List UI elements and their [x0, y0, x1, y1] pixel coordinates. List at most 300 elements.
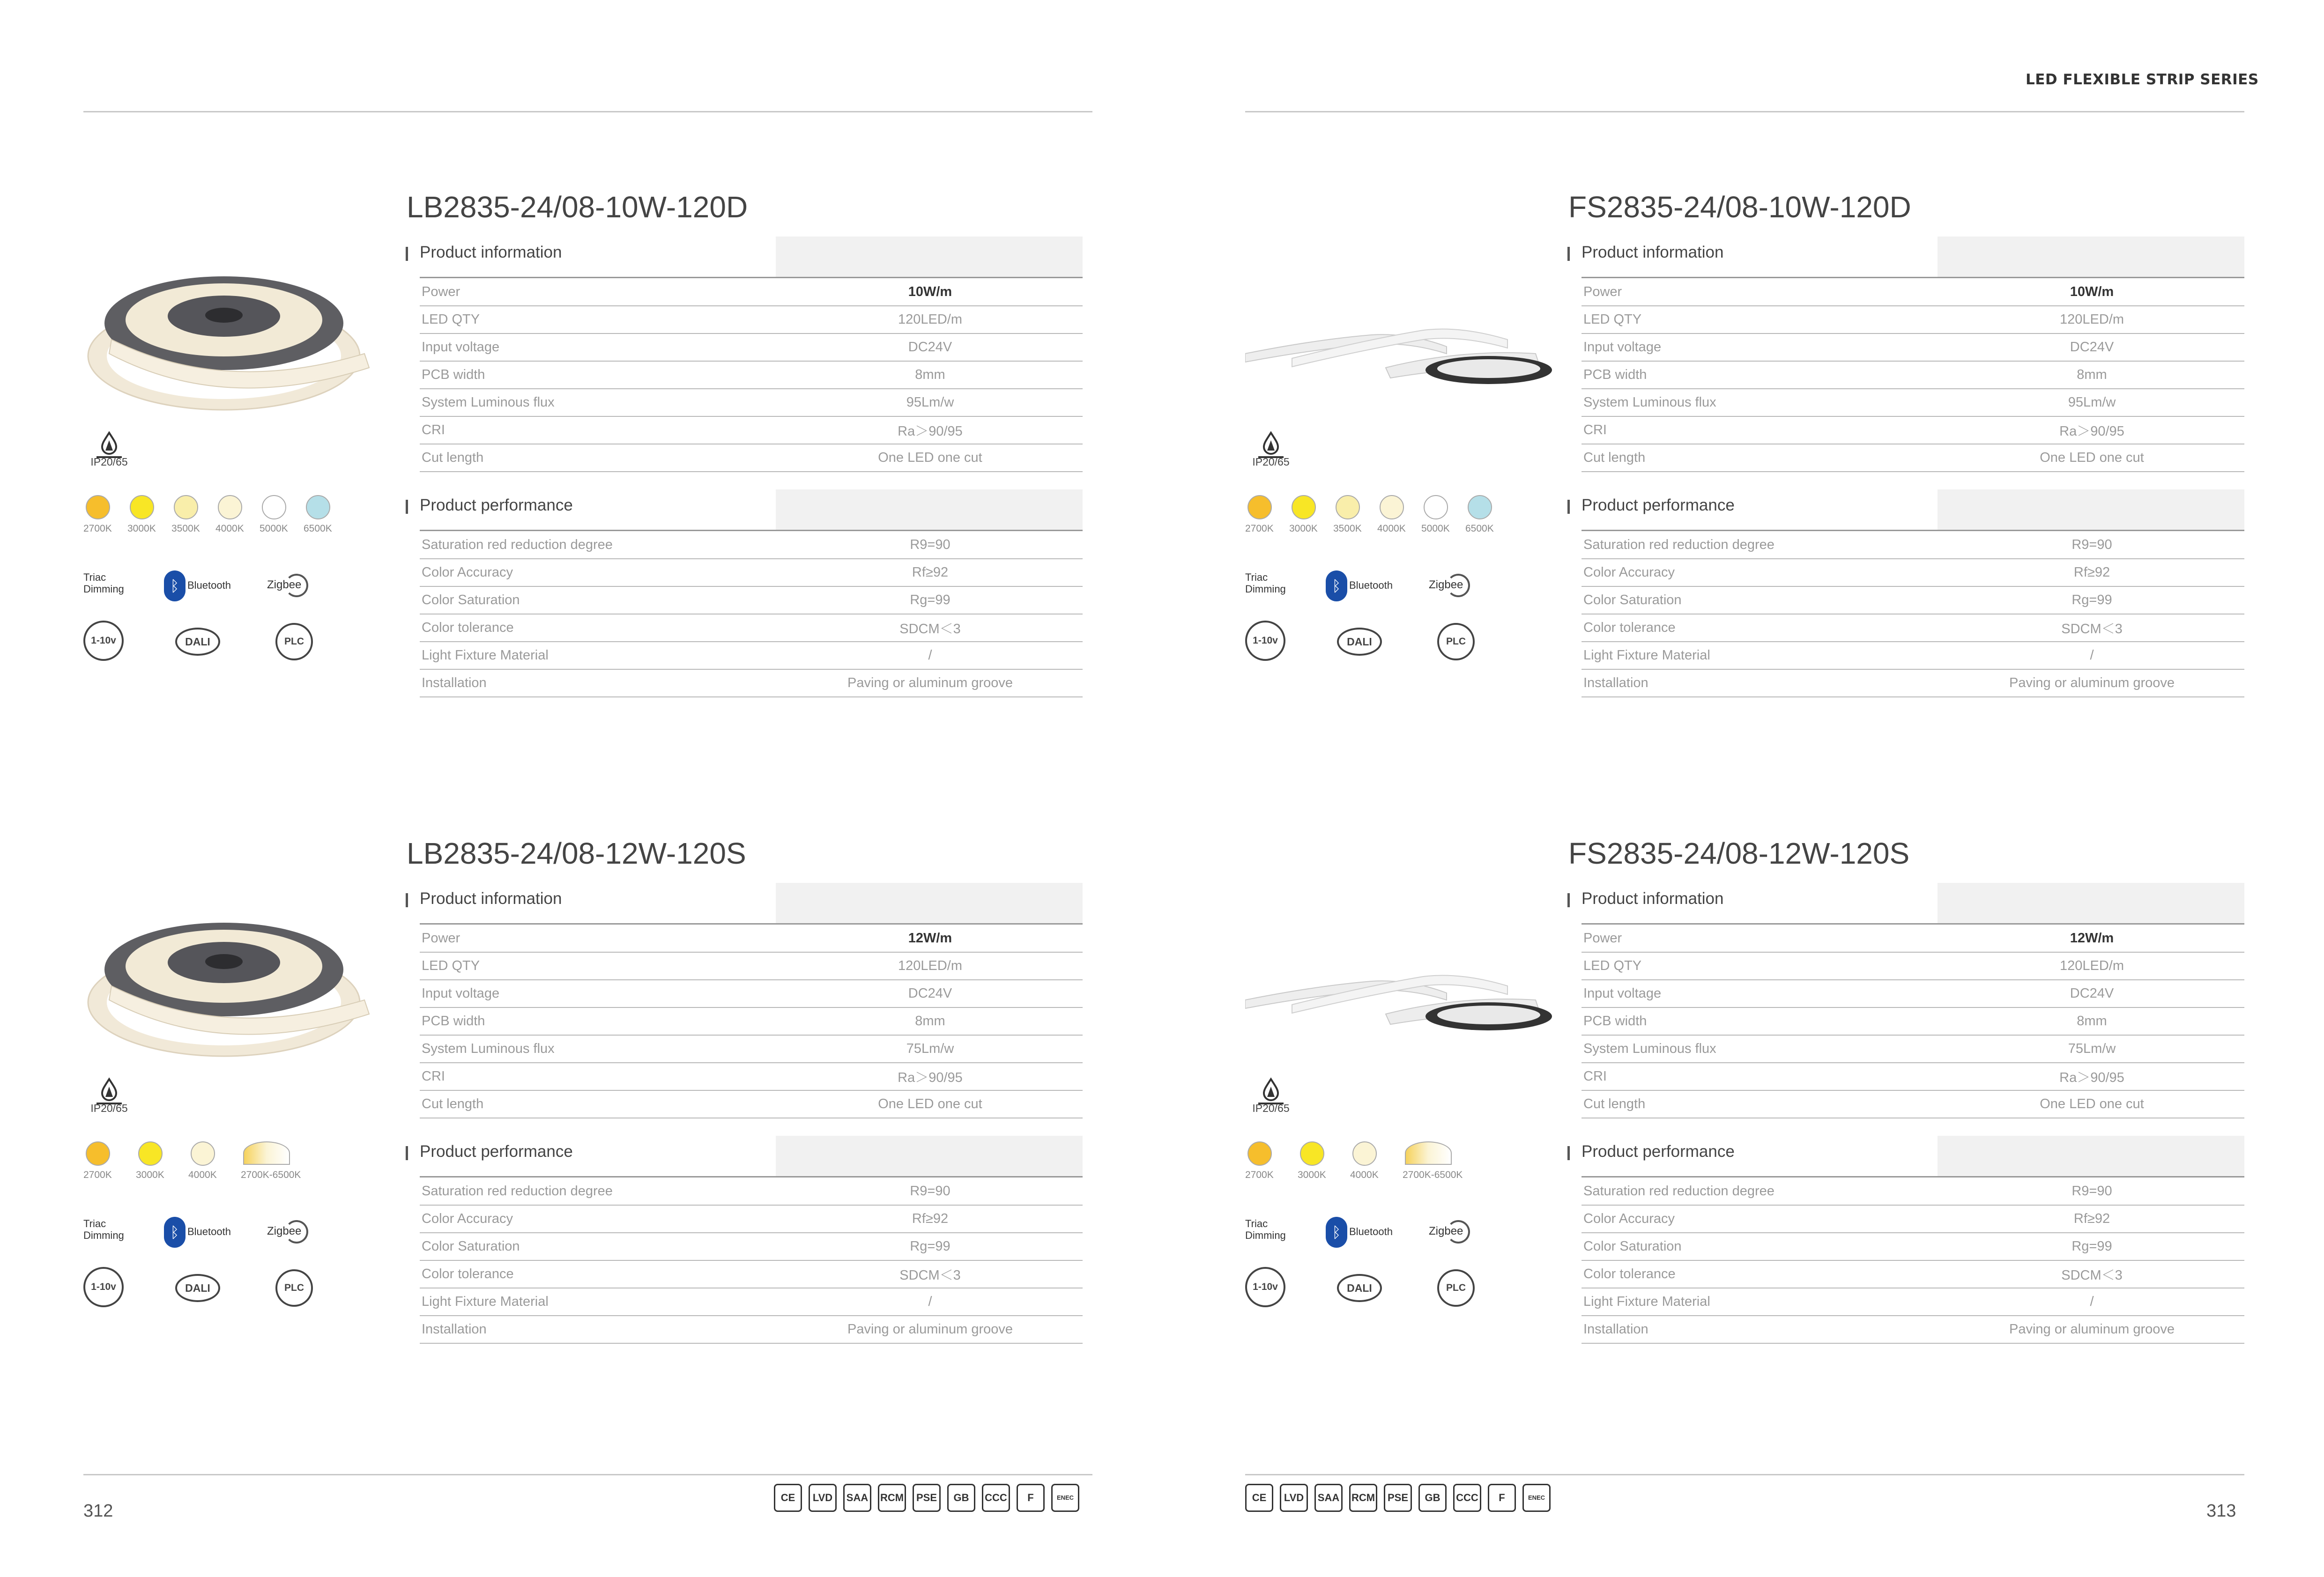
spec-row	[1582, 1035, 2244, 1063]
color-swatch	[1405, 1141, 1452, 1165]
spec-key: Color tolerance	[420, 1260, 778, 1288]
spec-row	[1582, 1178, 2244, 1205]
color-temp-label: 5000K	[260, 523, 288, 534]
spec-row	[1582, 925, 2244, 952]
spec-key: Saturation red reduction degree	[1582, 532, 1939, 559]
color-temp-label: 5000K	[1421, 523, 1450, 534]
color-temp-label: 2700K	[83, 523, 112, 534]
spec-row	[1582, 952, 2244, 980]
spec-row	[420, 925, 1083, 952]
spec-row	[1582, 444, 2244, 472]
spec-value: 120LED/m	[1939, 952, 2244, 980]
color-swatch	[1292, 495, 1316, 519]
section-header-shade	[1938, 1136, 2244, 1176]
spec-row	[420, 1035, 1083, 1063]
spec-row	[1582, 1205, 2244, 1233]
section-rule	[420, 1176, 1083, 1177]
spec-key: Light Fixture Material	[1582, 642, 1939, 669]
zigbee-icon	[285, 574, 308, 597]
spec-value: Ra＞90/95	[778, 416, 1083, 444]
dali-icon: DALI	[1337, 628, 1382, 656]
spec-table-performance	[1582, 532, 2244, 697]
spec-key: Color tolerance	[1582, 1260, 1939, 1288]
spec-value: /	[1939, 1288, 2244, 1316]
section-header-performance	[1567, 1136, 2223, 1177]
spec-value: One LED one cut	[778, 1090, 1083, 1118]
zigbee-icon	[285, 1220, 308, 1244]
spec-row	[420, 416, 1083, 444]
bluetooth-label: Bluetooth	[187, 1226, 231, 1237]
spec-key: LED QTY	[1582, 952, 1939, 980]
ip-rating-label: IP20/65	[90, 456, 128, 468]
section-label: Product performance	[420, 1142, 573, 1161]
spec-value: 95Lm/w	[1939, 389, 2244, 416]
plc-icon: PLC	[1437, 623, 1475, 660]
zigbee-label: Zigbee	[1429, 1225, 1463, 1237]
cert-mark-icon: LVD	[1280, 1484, 1308, 1512]
spec-key: System Luminous flux	[420, 389, 778, 416]
section-header-shade	[1938, 883, 2244, 923]
zigbee-label: Zigbee	[267, 578, 302, 591]
spec-key: Installation	[1582, 1316, 1939, 1343]
spec-value: 8mm	[1939, 1007, 2244, 1035]
spec-row	[420, 333, 1083, 361]
spec-value: /	[1939, 642, 2244, 669]
spec-key: System Luminous flux	[1582, 1035, 1939, 1063]
spec-row	[1582, 1288, 2244, 1316]
bluetooth-icon: ᛒ	[1326, 570, 1347, 601]
ip-rating-icon	[94, 431, 125, 459]
spec-key: Color Saturation	[1582, 1233, 1939, 1260]
spec-value: Ra＞90/95	[778, 1063, 1083, 1090]
product-title: FS2835-24/08-12W-120S	[1568, 837, 1910, 870]
section-header-shade	[1938, 237, 2244, 277]
color-swatch	[191, 1141, 215, 1166]
section-rule	[1582, 530, 2244, 531]
section-bar	[1567, 893, 1570, 907]
spec-key: Light Fixture Material	[1582, 1288, 1939, 1316]
ip-rating-label: IP20/65	[90, 1102, 128, 1114]
color-temp-label: 3000K	[1289, 523, 1318, 534]
section-rule	[1582, 277, 2244, 278]
bluetooth-icon: ᛒ	[164, 1217, 186, 1248]
spec-row	[1582, 559, 2244, 586]
spec-table-performance	[420, 1178, 1083, 1344]
spec-value: Rf≥92	[778, 1205, 1083, 1233]
spec-value: 12W/m	[1939, 925, 2244, 952]
section-bar	[1567, 500, 1570, 514]
spec-value: Rg=99	[1939, 586, 2244, 614]
spec-key: Color Accuracy	[420, 1205, 778, 1233]
spec-key: Power	[1582, 925, 1939, 952]
color-temp-label: 3500K	[1333, 523, 1362, 534]
product-title: LB2835-24/08-10W-120D	[407, 190, 748, 224]
product-block	[83, 836, 1180, 1361]
spec-value: 120LED/m	[1939, 306, 2244, 333]
ip-rating-label: IP20/65	[1252, 456, 1290, 468]
spec-row	[420, 306, 1083, 333]
spec-key: Color Accuracy	[420, 559, 778, 586]
spec-row	[420, 1178, 1083, 1205]
spec-key: Input voltage	[1582, 333, 1939, 361]
spec-key: Saturation red reduction degree	[1582, 1178, 1939, 1205]
ip-rating-icon	[1255, 1077, 1286, 1105]
spec-value: 95Lm/w	[778, 389, 1083, 416]
spec-key: LED QTY	[420, 952, 778, 980]
spec-key: Saturation red reduction degree	[420, 532, 778, 559]
dimming-0-10v-icon: 1-10v	[83, 1267, 124, 1307]
spec-row	[1582, 1063, 2244, 1090]
section-bar	[406, 247, 408, 261]
spec-value: 8mm	[778, 361, 1083, 389]
spec-value: DC24V	[1939, 980, 2244, 1007]
spec-row	[1582, 306, 2244, 333]
product-block	[1245, 190, 2324, 714]
page-number-left: 312	[83, 1501, 113, 1521]
color-swatch	[1336, 495, 1360, 519]
spec-row	[420, 1063, 1083, 1090]
spec-value: 120LED/m	[778, 306, 1083, 333]
color-swatch	[1247, 1141, 1272, 1166]
color-swatch	[262, 495, 286, 519]
spec-value: SDCM＜3	[1939, 614, 2244, 642]
spec-table-performance	[1582, 1178, 2244, 1344]
dimming-0-10v-icon: 1-10v	[1245, 1267, 1285, 1307]
spec-row	[420, 1260, 1083, 1288]
spec-value: R9=90	[1939, 532, 2244, 559]
section-label: Product performance	[1582, 1142, 1735, 1161]
spec-row	[420, 279, 1083, 306]
bluetooth-icon: ᛒ	[164, 570, 186, 601]
spec-value: Paving or aluminum groove	[1939, 669, 2244, 697]
spec-row	[1582, 642, 2244, 669]
color-temp-label: 3000K	[127, 523, 156, 534]
spec-value: DC24V	[778, 333, 1083, 361]
spec-row	[1582, 1090, 2244, 1118]
spec-value: One LED one cut	[1939, 444, 2244, 472]
spec-key: Installation	[1582, 669, 1939, 697]
section-header-shade	[776, 1136, 1083, 1176]
zigbee-label: Zigbee	[267, 1225, 302, 1237]
spec-row	[420, 586, 1083, 614]
color-temp-label: 2700K	[1245, 1170, 1274, 1180]
spec-key: LED QTY	[420, 306, 778, 333]
section-bar	[1567, 247, 1570, 261]
spec-row	[420, 444, 1083, 472]
spec-key: Input voltage	[420, 980, 778, 1007]
series-title: LED FLEXIBLE STRIP SERIES	[2026, 71, 2259, 88]
plc-icon: PLC	[275, 623, 313, 660]
spec-row	[1582, 416, 2244, 444]
section-rule	[420, 923, 1083, 925]
cert-mark-icon: PSE	[913, 1484, 941, 1512]
triac-dimming-label: Triac Dimming	[83, 571, 124, 595]
cert-mark-icon: F	[1488, 1484, 1516, 1512]
section-rule	[1582, 1176, 2244, 1177]
ip-rating-label: IP20/65	[1252, 1102, 1290, 1114]
spec-key: System Luminous flux	[1582, 389, 1939, 416]
section-label: Product information	[1582, 243, 1724, 261]
zigbee-icon	[1447, 574, 1470, 597]
spec-key: Color Saturation	[1582, 586, 1939, 614]
spec-key: Power	[420, 279, 778, 306]
color-temp-label: 4000K	[215, 523, 244, 534]
color-swatch	[1380, 495, 1404, 519]
spec-value: Rg=99	[778, 586, 1083, 614]
spec-table-info	[1582, 925, 2244, 1118]
bottom-rule-left	[83, 1474, 1092, 1475]
spec-value: /	[778, 642, 1083, 669]
spec-key: Input voltage	[1582, 980, 1939, 1007]
spec-value: R9=90	[778, 532, 1083, 559]
dimming-0-10v-icon: 1-10v	[83, 621, 124, 661]
ip-rating-icon	[1255, 431, 1286, 459]
cert-mark-icon: CE	[1245, 1484, 1273, 1512]
bottom-rule-right	[1245, 1474, 2244, 1475]
dali-icon: DALI	[175, 628, 220, 656]
spec-key: CRI	[420, 1063, 778, 1090]
spec-row	[1582, 333, 2244, 361]
section-header-shade	[776, 883, 1083, 923]
section-bar	[406, 500, 408, 514]
color-swatch	[138, 1141, 163, 1166]
spec-key: Light Fixture Material	[420, 1288, 778, 1316]
spec-value: 8mm	[778, 1007, 1083, 1035]
spec-row	[1582, 586, 2244, 614]
spec-key: Power	[1582, 279, 1939, 306]
spec-value: Rg=99	[778, 1233, 1083, 1260]
color-swatch	[306, 495, 330, 519]
section-header-shade	[1938, 489, 2244, 530]
spec-key: Installation	[420, 1316, 778, 1343]
color-swatch	[86, 495, 110, 519]
ip-rating-icon	[94, 1077, 125, 1105]
spec-row	[420, 642, 1083, 669]
section-rule	[420, 277, 1083, 278]
spec-row	[420, 952, 1083, 980]
section-header-info	[1567, 237, 2223, 278]
spec-value: 75Lm/w	[1939, 1035, 2244, 1063]
spec-value: Ra＞90/95	[1939, 416, 2244, 444]
spec-key: Light Fixture Material	[420, 642, 778, 669]
color-temp-label: 3000K	[136, 1170, 164, 1180]
spec-table-info	[420, 925, 1083, 1118]
color-temp-label: 6500K	[1465, 523, 1494, 534]
section-header-info	[1567, 883, 2223, 924]
color-temp-label: 6500K	[304, 523, 332, 534]
spec-value: SDCM＜3	[1939, 1260, 2244, 1288]
spec-key: Power	[420, 925, 778, 952]
spec-key: LED QTY	[1582, 306, 1939, 333]
section-rule	[1582, 923, 2244, 925]
spec-value: Rf≥92	[1939, 559, 2244, 586]
cert-mark-icon: SAA	[843, 1484, 871, 1512]
cert-mark-icon: LVD	[809, 1484, 837, 1512]
spec-row	[1582, 279, 2244, 306]
color-temp-label: 2700K	[1245, 523, 1274, 534]
section-bar	[406, 893, 408, 907]
spec-value: 75Lm/w	[778, 1035, 1083, 1063]
spec-value: R9=90	[778, 1178, 1083, 1205]
spec-key: PCB width	[1582, 1007, 1939, 1035]
color-temp-label: 2700K	[83, 1170, 112, 1180]
spec-row	[1582, 1260, 2244, 1288]
triac-dimming-label: Triac Dimming	[83, 1218, 124, 1241]
spec-row	[1582, 361, 2244, 389]
spec-value: 120LED/m	[778, 952, 1083, 980]
cert-row-right	[1245, 1484, 1564, 1515]
color-swatch	[243, 1141, 290, 1165]
spec-row	[420, 614, 1083, 642]
section-header-performance	[406, 489, 1062, 531]
spec-row	[420, 559, 1083, 586]
spec-key: Saturation red reduction degree	[420, 1178, 778, 1205]
product-image	[1245, 246, 1545, 424]
spec-row	[1582, 980, 2244, 1007]
spec-value: SDCM＜3	[778, 614, 1083, 642]
cert-mark-icon: GB	[947, 1484, 975, 1512]
cert-row-left	[774, 1484, 1092, 1515]
zigbee-label: Zigbee	[1429, 578, 1463, 591]
spec-row	[420, 1288, 1083, 1316]
spec-value: R9=90	[1939, 1178, 2244, 1205]
color-temp-label: 3500K	[171, 523, 200, 534]
top-rule-left	[83, 111, 1092, 112]
spec-row	[1582, 1007, 2244, 1035]
product-image	[1245, 892, 1545, 1070]
spec-row	[420, 532, 1083, 559]
color-swatch	[86, 1141, 110, 1166]
spec-value: /	[778, 1288, 1083, 1316]
spec-value: Paving or aluminum groove	[778, 669, 1083, 697]
color-temp-label: 4000K	[188, 1170, 217, 1180]
spec-key: Color Accuracy	[1582, 1205, 1939, 1233]
section-header-performance	[1567, 489, 2223, 531]
cert-mark-icon: SAA	[1314, 1484, 1343, 1512]
color-swatch	[1247, 495, 1272, 519]
spec-value: Ra＞90/95	[1939, 1063, 2244, 1090]
spec-value: DC24V	[1939, 333, 2244, 361]
product-block	[83, 190, 1180, 714]
spec-row	[1582, 1233, 2244, 1260]
color-swatch	[130, 495, 154, 519]
spec-row	[420, 361, 1083, 389]
section-label: Product performance	[1582, 496, 1735, 514]
color-swatch	[218, 495, 242, 519]
product-image	[83, 892, 383, 1070]
spec-row	[1582, 389, 2244, 416]
spec-value: DC24V	[778, 980, 1083, 1007]
spec-row	[1582, 669, 2244, 697]
spec-row	[420, 1090, 1083, 1118]
spec-key: Color Accuracy	[1582, 559, 1939, 586]
spec-row	[1582, 614, 2244, 642]
bluetooth-icon: ᛒ	[1326, 1217, 1347, 1248]
color-temp-label: 2700K-6500K	[241, 1170, 301, 1180]
spec-value: SDCM＜3	[778, 1260, 1083, 1288]
spec-key: PCB width	[420, 361, 778, 389]
spec-key: Color tolerance	[1582, 614, 1939, 642]
spec-row	[420, 1316, 1083, 1343]
spec-row	[420, 389, 1083, 416]
spec-row	[420, 1233, 1083, 1260]
spec-key: Input voltage	[420, 333, 778, 361]
color-swatch	[1424, 495, 1448, 519]
color-swatch	[1352, 1141, 1377, 1166]
product-title: LB2835-24/08-12W-120S	[407, 837, 746, 870]
cert-mark-icon: ENEC	[1051, 1484, 1079, 1512]
color-temp-label: 4000K	[1377, 523, 1406, 534]
spec-key: Cut length	[1582, 444, 1939, 472]
spec-table-info	[420, 279, 1083, 472]
spec-key: CRI	[420, 416, 778, 444]
spec-value: 10W/m	[1939, 279, 2244, 306]
color-temp-label: 2700K-6500K	[1403, 1170, 1463, 1180]
section-label: Product performance	[420, 496, 573, 514]
page-number-right: 313	[2206, 1501, 2236, 1521]
cert-mark-icon: RCM	[878, 1484, 906, 1512]
spec-key: Color Saturation	[420, 1233, 778, 1260]
section-label: Product information	[420, 243, 562, 261]
spec-value: Paving or aluminum groove	[1939, 1316, 2244, 1343]
spec-table-performance	[420, 532, 1083, 697]
cert-mark-icon: PSE	[1384, 1484, 1412, 1512]
spec-value: Rf≥92	[778, 559, 1083, 586]
spec-key: Color tolerance	[420, 614, 778, 642]
spec-key: PCB width	[420, 1007, 778, 1035]
cert-mark-icon: CCC	[1453, 1484, 1481, 1512]
spec-key: CRI	[1582, 1063, 1939, 1090]
section-header-shade	[776, 489, 1083, 530]
spec-row	[420, 1007, 1083, 1035]
cert-mark-icon: ENEC	[1522, 1484, 1551, 1512]
product-title: FS2835-24/08-10W-120D	[1568, 190, 1911, 224]
bluetooth-label: Bluetooth	[1349, 1226, 1393, 1237]
spec-value: Paving or aluminum groove	[778, 1316, 1083, 1343]
spec-key: System Luminous flux	[420, 1035, 778, 1063]
section-header-info	[406, 237, 1062, 278]
spec-row	[1582, 1316, 2244, 1343]
bluetooth-label: Bluetooth	[187, 579, 231, 591]
spec-row	[1582, 532, 2244, 559]
section-bar	[406, 1146, 408, 1160]
section-label: Product information	[420, 889, 562, 908]
spec-value: 8mm	[1939, 361, 2244, 389]
spec-value: One LED one cut	[1939, 1090, 2244, 1118]
dali-icon: DALI	[175, 1274, 220, 1302]
cert-mark-icon: F	[1017, 1484, 1045, 1512]
color-temp-label: 3000K	[1298, 1170, 1326, 1180]
cert-mark-icon: CE	[774, 1484, 802, 1512]
dimming-0-10v-icon: 1-10v	[1245, 621, 1285, 661]
color-temp-label: 4000K	[1350, 1170, 1379, 1180]
color-swatch	[1468, 495, 1492, 519]
spec-key: Installation	[420, 669, 778, 697]
color-swatch	[1300, 1141, 1324, 1166]
section-header-performance	[406, 1136, 1062, 1177]
section-header-info	[406, 883, 1062, 924]
product-image	[83, 246, 383, 424]
section-label: Product information	[1582, 889, 1724, 908]
section-rule	[420, 530, 1083, 531]
color-swatch	[174, 495, 198, 519]
cert-mark-icon: GB	[1418, 1484, 1447, 1512]
zigbee-icon	[1447, 1220, 1470, 1244]
spec-key: Cut length	[420, 1090, 778, 1118]
cert-mark-icon: RCM	[1349, 1484, 1377, 1512]
spec-key: CRI	[1582, 416, 1939, 444]
plc-icon: PLC	[1437, 1269, 1475, 1307]
